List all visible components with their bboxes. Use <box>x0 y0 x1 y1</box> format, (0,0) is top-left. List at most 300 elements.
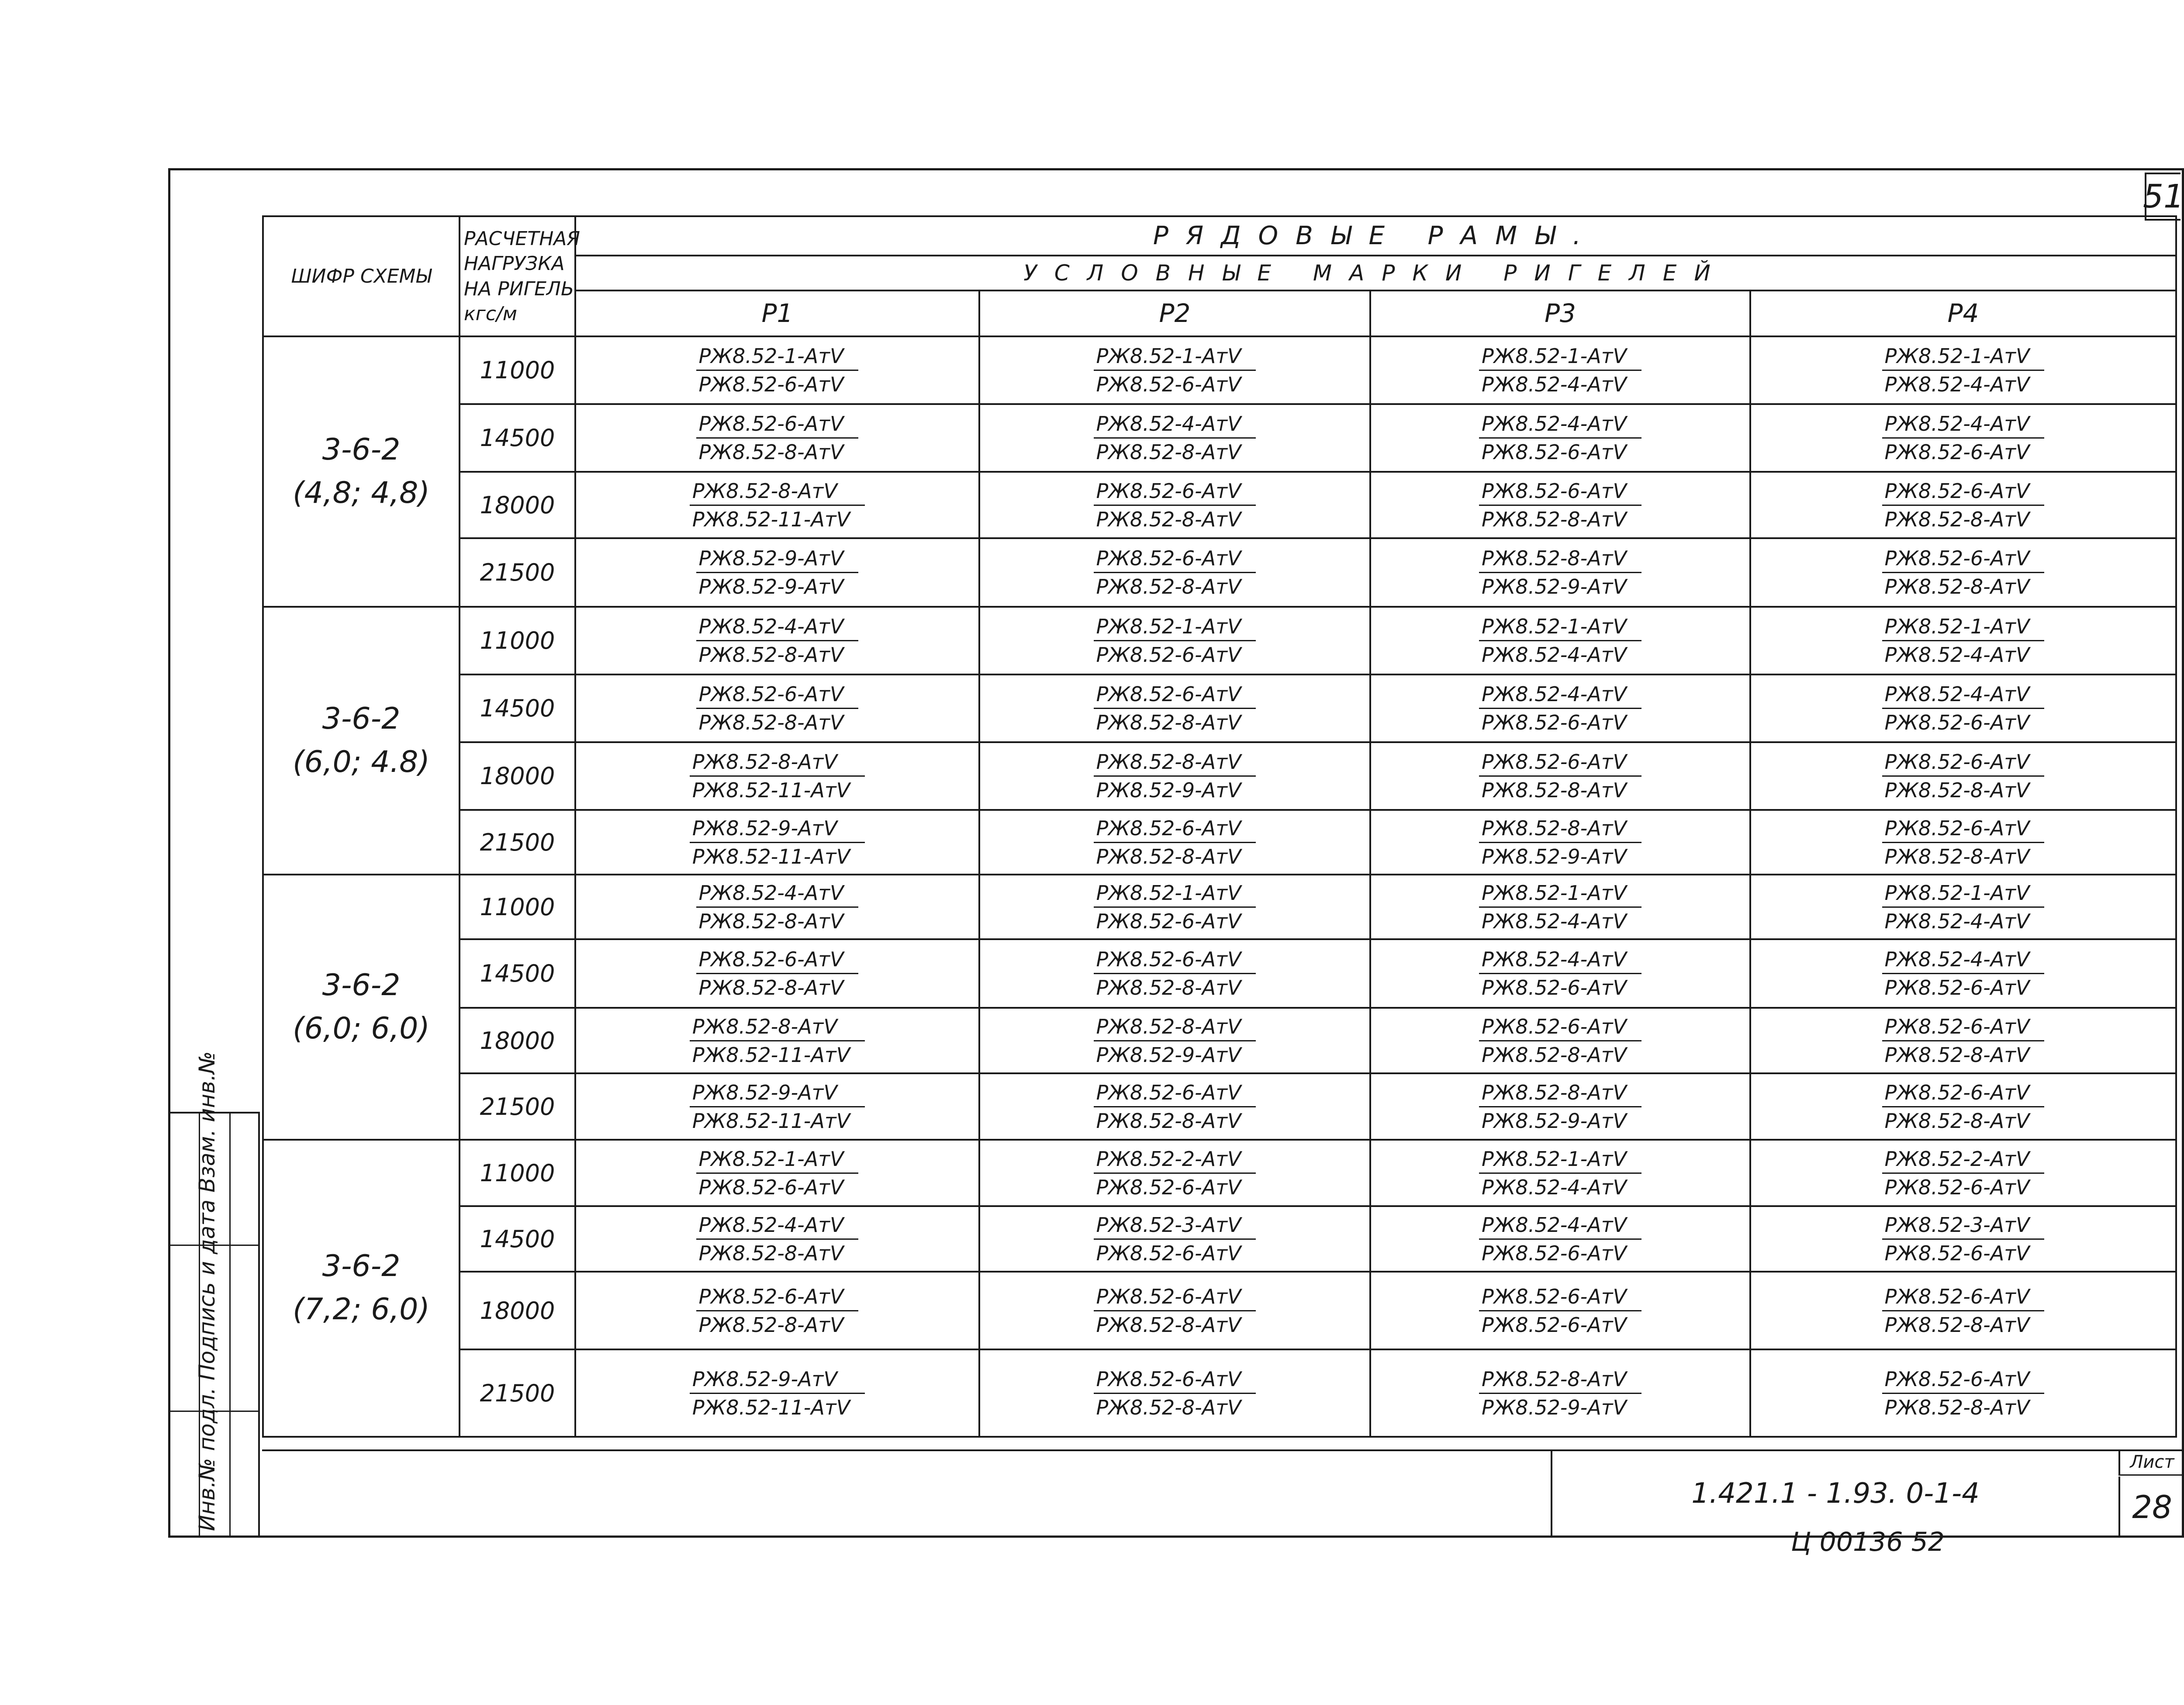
table-row <box>263 1349 2176 1437</box>
table-row <box>263 404 2176 472</box>
beam-mark-bottom: РЖ8.52-8-АтV <box>1096 711 1241 734</box>
beam-mark-fraction <box>1479 344 1641 396</box>
archive-number: Ц 00136 52 <box>1791 1527 1945 1557</box>
beam-mark-fraction <box>1094 1147 1256 1199</box>
beam-mark-top: РЖ8.52-9-АтV <box>690 1367 865 1394</box>
beam-mark-top: РЖ8.52-6-АтV <box>1094 816 1256 843</box>
beam-mark-top: РЖ8.52-4-АтV <box>1479 682 1641 709</box>
load-value: 18000 <box>460 742 575 810</box>
beam-mark-bottom: РЖ8.52-6-АтV <box>1884 440 2030 464</box>
document-code: 1.421.1 - 1.93. 0-1-4 <box>1551 1449 2118 1538</box>
beam-mark-bottom: РЖ8.52-8-АтV <box>1884 1043 2030 1067</box>
beam-mark-top: РЖ8.52-8-АтV <box>1479 1081 1641 1107</box>
beam-mark-cell <box>575 875 979 939</box>
load-value: 21500 <box>460 538 575 607</box>
beam-mark-fraction <box>1094 948 1256 999</box>
beam-mark-cell <box>1750 607 2176 674</box>
beam-mark-bottom: РЖ8.52-8-АтV <box>1482 1043 1627 1067</box>
beam-mark-cell <box>575 810 979 875</box>
beam-mark-bottom: РЖ8.52-11-АтV <box>692 1395 850 1419</box>
beam-mark-cell <box>1750 336 2176 404</box>
beam-mark-cell <box>1370 607 1750 674</box>
beam-mark-bottom: РЖ8.52-8-АтV <box>698 1241 844 1265</box>
beam-mark-cell <box>1750 538 2176 607</box>
beam-mark-bottom: РЖ8.52-8-АтV <box>1096 507 1241 531</box>
beam-mark-bottom: РЖ8.52-6-АтV <box>1096 1175 1241 1199</box>
beam-mark-fraction <box>1882 344 2045 396</box>
column-header-p3: Р3 <box>1370 291 1750 336</box>
column-header-p2: Р2 <box>979 291 1370 336</box>
beam-mark-top: РЖ8.52-9-АтV <box>696 546 859 573</box>
beam-mark-cell <box>1370 742 1750 810</box>
table-subtitle: УСЛОВНЫЕ МАРКИ РИГЕЛЕЙ <box>575 256 2176 291</box>
beam-mark-cell <box>575 1272 979 1349</box>
beam-mark-top: РЖ8.52-6-АтV <box>1479 750 1641 777</box>
beam-mark-top: РЖ8.52-6-АтV <box>1882 750 2045 777</box>
beam-mark-fraction <box>1094 1213 1256 1265</box>
beam-mark-cell <box>575 607 979 674</box>
beam-mark-bottom: РЖ8.52-4-АтV <box>1482 1175 1627 1199</box>
beam-mark-top: РЖ8.52-6-АтV <box>1094 948 1256 974</box>
beam-mark-bottom: РЖ8.52-8-АтV <box>1884 575 2030 598</box>
beam-mark-bottom: РЖ8.52-8-АтV <box>1884 844 2030 868</box>
beam-mark-bottom: РЖ8.52-9-АтV <box>1096 778 1241 802</box>
beam-mark-top: РЖ8.52-6-АтV <box>1094 546 1256 573</box>
beam-mark-cell <box>979 742 1370 810</box>
scheme-params: (6,0; 4.8) <box>293 744 430 779</box>
beam-mark-fraction <box>1882 1367 2045 1419</box>
beam-mark-cell <box>1750 472 2176 538</box>
load-value: 11000 <box>460 607 575 674</box>
beam-mark-top: РЖ8.52-6-АтV <box>1094 1081 1256 1107</box>
beam-mark-fraction <box>1882 1285 2045 1337</box>
beam-mark-fraction <box>1882 1015 2045 1067</box>
beam-mark-bottom: РЖ8.52-8-АтV <box>1096 575 1241 598</box>
table-row <box>263 875 2176 939</box>
beam-mark-cell <box>979 1008 1370 1073</box>
beam-mark-bottom: РЖ8.52-11-АтV <box>692 1109 850 1133</box>
beam-mark-bottom: РЖ8.52-4-АтV <box>1482 909 1627 933</box>
beam-mark-fraction <box>1479 1213 1641 1265</box>
beam-mark-top: РЖ8.52-6-АтV <box>1094 682 1256 709</box>
beam-mark-fraction <box>1094 1081 1256 1133</box>
beam-mark-fraction <box>1094 881 1256 933</box>
beam-mark-bottom: РЖ8.52-6-АтV <box>1096 909 1241 933</box>
beam-mark-bottom: РЖ8.52-8-АтV <box>1482 507 1627 531</box>
beam-mark-cell <box>1750 875 2176 939</box>
beam-mark-top: РЖ8.52-1-АтV <box>1479 1147 1641 1174</box>
beam-mark-bottom: РЖ8.52-6-АтV <box>698 1175 844 1199</box>
beam-mark-top: РЖ8.52-4-АтV <box>1882 948 2045 974</box>
beam-mark-fraction <box>1094 682 1256 734</box>
beam-mark-cell <box>1750 404 2176 472</box>
beam-mark-fraction <box>1882 546 2045 598</box>
beam-mark-bottom: РЖ8.52-9-АтV <box>698 575 844 598</box>
beam-mark-bottom: РЖ8.52-11-АтV <box>692 1043 850 1067</box>
beam-mark-cell <box>1370 939 1750 1008</box>
table-row <box>263 674 2176 742</box>
beam-mark-top: РЖ8.52-8-АтV <box>1094 1015 1256 1041</box>
beam-mark-cell <box>1370 674 1750 742</box>
beam-mark-fraction <box>690 1015 865 1067</box>
beam-mark-bottom: РЖ8.52-9-АтV <box>1482 1395 1627 1419</box>
beam-mark-top: РЖ8.52-6-АтV <box>1882 1081 2045 1107</box>
beam-mark-cell <box>1750 810 2176 875</box>
beam-mark-fraction <box>1882 948 2045 999</box>
scheme-code: 3-6-2 <box>322 1249 401 1284</box>
beam-mark-bottom: РЖ8.52-8-АтV <box>1096 844 1241 868</box>
beam-mark-fraction <box>696 412 859 464</box>
beam-mark-bottom: РЖ8.52-6-АтV <box>1482 976 1627 999</box>
beam-mark-cell <box>979 404 1370 472</box>
table-row <box>263 1073 2176 1140</box>
beam-mark-cell <box>979 472 1370 538</box>
beam-mark-cell <box>979 1140 1370 1206</box>
beam-mark-fraction <box>690 479 865 531</box>
beam-mark-top: РЖ8.52-3-АтV <box>1882 1213 2045 1240</box>
beam-mark-bottom: РЖ8.52-4-АтV <box>1482 643 1627 667</box>
beam-mark-fraction <box>1882 479 2045 531</box>
load-value: 18000 <box>460 1008 575 1073</box>
beam-mark-bottom: РЖ8.52-6-АтV <box>1482 711 1627 734</box>
beam-mark-top: РЖ8.52-6-АтV <box>1479 1015 1641 1041</box>
beam-mark-bottom: РЖ8.52-8-АтV <box>698 909 844 933</box>
beam-mark-bottom: РЖ8.52-9-АтV <box>1482 1109 1627 1133</box>
beam-mark-top: РЖ8.52-1-АтV <box>1882 344 2045 371</box>
beam-mark-top: РЖ8.52-4-АтV <box>1479 412 1641 439</box>
beam-mark-fraction <box>1882 750 2045 802</box>
beam-mark-top: РЖ8.52-6-АтV <box>1479 479 1641 506</box>
beam-mark-fraction <box>696 1147 859 1199</box>
beam-mark-cell <box>1750 1140 2176 1206</box>
beam-mark-top: РЖ8.52-6-АтV <box>696 1285 859 1311</box>
beam-mark-top: РЖ8.52-4-АтV <box>1094 412 1256 439</box>
beam-mark-fraction <box>1479 750 1641 802</box>
beam-mark-top: РЖ8.52-4-АтV <box>696 1213 859 1240</box>
beam-mark-bottom: РЖ8.52-8-АтV <box>1482 778 1627 802</box>
beam-mark-bottom: РЖ8.52-6-АтV <box>1482 1241 1627 1265</box>
beam-mark-bottom: РЖ8.52-8-АтV <box>1884 507 2030 531</box>
beam-mark-bottom: РЖ8.52-4-АтV <box>1884 643 2030 667</box>
beam-mark-bottom: РЖ8.52-6-АтV <box>1884 1175 2030 1199</box>
beam-mark-cell <box>575 1349 979 1437</box>
beam-mark-bottom: РЖ8.52-4-АтV <box>1884 373 2030 396</box>
beam-mark-top: РЖ8.52-1-АтV <box>1479 881 1641 908</box>
load-value: 11000 <box>460 875 575 939</box>
beam-mark-cell <box>1370 875 1750 939</box>
load-value: 14500 <box>460 1206 575 1272</box>
beam-mark-cell <box>1370 404 1750 472</box>
table-row <box>263 1140 2176 1206</box>
beam-mark-top: РЖ8.52-1-АтV <box>1094 344 1256 371</box>
beam-mark-top: РЖ8.52-4-АтV <box>1882 412 2045 439</box>
table-row <box>263 472 2176 538</box>
beam-mark-bottom: РЖ8.52-6-АтV <box>1096 643 1241 667</box>
beam-mark-fraction <box>696 948 859 999</box>
beam-mark-bottom: РЖ8.52-8-АтV <box>698 643 844 667</box>
load-value: 21500 <box>460 1073 575 1140</box>
beam-mark-fraction <box>1882 412 2045 464</box>
beam-mark-bottom: РЖ8.52-11-АтV <box>692 844 850 868</box>
beam-mark-top: РЖ8.52-4-АтV <box>1479 1213 1641 1240</box>
beam-mark-cell <box>1370 1140 1750 1206</box>
table-title: РЯДОВЫЕ РАМЫ. <box>575 216 2176 256</box>
beam-mark-fraction <box>690 816 865 868</box>
beam-mark-cell <box>979 810 1370 875</box>
beam-mark-top: РЖ8.52-4-АтV <box>696 881 859 908</box>
beam-mark-cell <box>979 1272 1370 1349</box>
scheme-params: (6,0; 6,0) <box>293 1011 430 1046</box>
scheme-params: (4,8; 4,8) <box>293 475 430 510</box>
beam-mark-fraction <box>696 546 859 598</box>
load-value: 11000 <box>460 336 575 404</box>
beam-mark-fraction <box>1094 1285 1256 1337</box>
beam-mark-top: РЖ8.52-6-АтV <box>1094 479 1256 506</box>
beam-mark-top: РЖ8.52-1-АтV <box>1479 344 1641 371</box>
page-label: Лист <box>2118 1449 2184 1476</box>
beam-mark-cell <box>1370 1008 1750 1073</box>
beam-mark-bottom: РЖ8.52-11-АтV <box>692 507 850 531</box>
scheme-cell <box>263 875 460 1140</box>
beam-mark-bottom: РЖ8.52-8-АтV <box>698 440 844 464</box>
beam-mark-cell <box>575 1206 979 1272</box>
table-row <box>263 1272 2176 1349</box>
beam-mark-fraction <box>690 1367 865 1419</box>
beam-mark-bottom: РЖ8.52-8-АтV <box>698 711 844 734</box>
beam-mark-fraction <box>1479 682 1641 734</box>
beam-mark-cell <box>1370 1272 1750 1349</box>
beam-mark-fraction <box>1094 750 1256 802</box>
beam-mark-fraction <box>1479 615 1641 667</box>
beam-mark-cell <box>575 1140 979 1206</box>
beam-mark-cell <box>979 1349 1370 1437</box>
beam-mark-cell <box>1370 1206 1750 1272</box>
beam-mark-fraction <box>1882 682 2045 734</box>
beam-mark-top: РЖ8.52-1-АтV <box>696 344 859 371</box>
beam-mark-top: РЖ8.52-4-АтV <box>696 615 859 641</box>
beam-mark-top: РЖ8.52-6-АтV <box>1882 816 2045 843</box>
beam-mark-cell <box>979 875 1370 939</box>
beam-mark-top: РЖ8.52-8-АтV <box>690 1015 865 1041</box>
beam-mark-cell <box>1750 1073 2176 1140</box>
beam-mark-fraction <box>696 1285 859 1337</box>
beam-mark-cell <box>575 1073 979 1140</box>
beam-mark-cell <box>979 1073 1370 1140</box>
table-row <box>263 742 2176 810</box>
beam-mark-fraction <box>1479 546 1641 598</box>
beam-mark-top: РЖ8.52-6-АтV <box>1094 1285 1256 1311</box>
beam-mark-top: РЖ8.52-1-АтV <box>1479 615 1641 641</box>
beam-mark-top: РЖ8.52-1-АтV <box>1882 615 2045 641</box>
beam-mark-top: РЖ8.52-9-АтV <box>690 816 865 843</box>
beam-mark-top: РЖ8.52-6-АтV <box>1882 1015 2045 1041</box>
beam-mark-bottom: РЖ8.52-8-АтV <box>1884 778 2030 802</box>
beam-mark-cell <box>1750 1349 2176 1437</box>
beam-mark-fraction <box>1094 412 1256 464</box>
beam-mark-bottom: РЖ8.52-8-АтV <box>698 976 844 999</box>
column-header-p1: Р1 <box>575 291 979 336</box>
beam-mark-fraction <box>1094 1015 1256 1067</box>
beam-mark-bottom: РЖ8.52-9-АтV <box>1482 844 1627 868</box>
beam-mark-cell <box>979 1206 1370 1272</box>
beam-mark-top: РЖ8.52-8-АтV <box>690 750 865 777</box>
beam-mark-top: РЖ8.52-4-АтV <box>1479 948 1641 974</box>
beam-mark-top: РЖ8.52-6-АтV <box>1479 1285 1641 1311</box>
scheme-cell <box>263 336 460 607</box>
beam-mark-cell <box>1750 1008 2176 1073</box>
beam-mark-cell <box>1370 472 1750 538</box>
beam-mark-fraction <box>1094 546 1256 598</box>
beam-mark-fraction <box>1882 615 2045 667</box>
beam-mark-fraction <box>1479 1147 1641 1199</box>
beam-mark-fraction <box>696 881 859 933</box>
beam-mark-fraction <box>696 1213 859 1265</box>
table-row <box>263 1008 2176 1073</box>
table-row <box>263 607 2176 674</box>
beam-mark-cell <box>1750 939 2176 1008</box>
beam-marks-table <box>262 215 2177 1438</box>
scheme-code-header: ШИФР СХЕМЫ <box>263 216 460 336</box>
beam-mark-fraction <box>1094 615 1256 667</box>
beam-mark-fraction <box>1882 816 2045 868</box>
table-row <box>263 939 2176 1008</box>
beam-mark-bottom: РЖ8.52-6-АтV <box>1884 711 2030 734</box>
beam-mark-fraction <box>1479 412 1641 464</box>
beam-mark-fraction <box>1479 881 1641 933</box>
beam-mark-cell <box>979 336 1370 404</box>
sheet-number: 51 <box>2145 173 2181 221</box>
beam-mark-bottom: РЖ8.52-8-АтV <box>1096 440 1241 464</box>
load-value: 18000 <box>460 1272 575 1349</box>
table-body <box>263 216 2176 1437</box>
beam-mark-bottom: РЖ8.52-6-АтV <box>1884 1241 2030 1265</box>
load-value: 14500 <box>460 674 575 742</box>
beam-mark-top: РЖ8.52-1-АтV <box>1094 615 1256 641</box>
beam-mark-cell <box>575 674 979 742</box>
beam-mark-fraction <box>696 682 859 734</box>
load-value: 21500 <box>460 1349 575 1437</box>
beam-mark-bottom: РЖ8.52-8-АтV <box>1096 976 1241 999</box>
page-number: 28 <box>2118 1477 2184 1538</box>
beam-mark-bottom: РЖ8.52-6-АтV <box>1096 1241 1241 1265</box>
beam-mark-cell <box>1370 336 1750 404</box>
beam-mark-cell <box>575 472 979 538</box>
beam-mark-top: РЖ8.52-8-АтV <box>1479 546 1641 573</box>
beam-mark-top: РЖ8.52-2-АтV <box>1882 1147 2045 1174</box>
stamp-text: Инв.№ подл. Подпись и дата Взам. инв.№ <box>194 1051 220 1531</box>
beam-mark-fraction <box>1479 479 1641 531</box>
table-row <box>263 1206 2176 1272</box>
beam-mark-top: РЖ8.52-4-АтV <box>1882 682 2045 709</box>
beam-mark-cell <box>1750 674 2176 742</box>
beam-mark-top: РЖ8.52-2-АтV <box>1094 1147 1256 1174</box>
beam-mark-top: РЖ8.52-3-АтV <box>1094 1213 1256 1240</box>
beam-mark-fraction <box>1094 344 1256 396</box>
beam-mark-cell <box>1370 1349 1750 1437</box>
beam-mark-cell <box>979 674 1370 742</box>
beam-mark-top: РЖ8.52-9-АтV <box>690 1081 865 1107</box>
beam-mark-top: РЖ8.52-1-АтV <box>1094 881 1256 908</box>
beam-mark-fraction <box>1479 816 1641 868</box>
beam-mark-bottom: РЖ8.52-9-АтV <box>1482 575 1627 598</box>
beam-mark-top: РЖ8.52-6-АтV <box>1882 1367 2045 1394</box>
beam-mark-cell <box>1370 538 1750 607</box>
beam-mark-bottom: РЖ8.52-8-АтV <box>1096 1109 1241 1133</box>
load-value: 18000 <box>460 472 575 538</box>
beam-mark-cell <box>575 742 979 810</box>
beam-mark-cell <box>575 336 979 404</box>
beam-mark-bottom: РЖ8.52-4-АтV <box>1482 373 1627 396</box>
beam-mark-fraction <box>696 344 859 396</box>
beam-mark-top: РЖ8.52-1-АтV <box>696 1147 859 1174</box>
beam-mark-cell <box>1750 1272 2176 1349</box>
beam-mark-fraction <box>1479 948 1641 999</box>
beam-mark-bottom: РЖ8.52-8-АтV <box>1096 1313 1241 1337</box>
beam-mark-cell <box>575 1008 979 1073</box>
beam-mark-bottom: РЖ8.52-8-АтV <box>1884 1109 2030 1133</box>
beam-mark-cell <box>1370 1073 1750 1140</box>
scheme-params: (7,2; 6,0) <box>293 1292 430 1327</box>
beam-mark-bottom: РЖ8.52-6-АтV <box>1482 440 1627 464</box>
beam-mark-fraction <box>1882 1213 2045 1265</box>
beam-mark-top: РЖ8.52-6-АтV <box>1882 1285 2045 1311</box>
stamp-divider <box>229 1114 231 1538</box>
beam-mark-top: РЖ8.52-6-АтV <box>1882 479 2045 506</box>
beam-mark-top: РЖ8.52-1-АтV <box>1882 881 2045 908</box>
beam-mark-fraction <box>1094 479 1256 531</box>
beam-mark-bottom: РЖ8.52-8-АтV <box>1096 1395 1241 1419</box>
beam-mark-fraction <box>690 750 865 802</box>
beam-mark-top: РЖ8.52-8-АтV <box>1479 1367 1641 1394</box>
beam-mark-bottom: РЖ8.52-6-АтV <box>1884 976 2030 999</box>
beam-mark-fraction <box>1094 816 1256 868</box>
beam-mark-fraction <box>1479 1285 1641 1337</box>
beam-mark-cell <box>1750 742 2176 810</box>
beam-mark-bottom: РЖ8.52-6-АтV <box>1482 1313 1627 1337</box>
beam-mark-fraction <box>690 1081 865 1133</box>
beam-mark-bottom: РЖ8.52-9-АтV <box>1096 1043 1241 1067</box>
beam-mark-bottom: РЖ8.52-6-АтV <box>698 373 844 396</box>
beam-mark-cell <box>575 939 979 1008</box>
beam-mark-top: РЖ8.52-6-АтV <box>1882 546 2045 573</box>
beam-mark-top: РЖ8.52-8-АтV <box>1479 816 1641 843</box>
beam-mark-cell <box>1370 810 1750 875</box>
beam-mark-top: РЖ8.52-6-АтV <box>696 412 859 439</box>
beam-mark-top: РЖ8.52-6-АтV <box>696 682 859 709</box>
beam-mark-fraction <box>1479 1081 1641 1133</box>
column-header-p4: Р4 <box>1750 291 2176 336</box>
beam-mark-fraction <box>1094 1367 1256 1419</box>
table-row <box>263 810 2176 875</box>
beam-mark-cell <box>575 538 979 607</box>
beam-mark-fraction <box>1882 1081 2045 1133</box>
beam-mark-fraction <box>1479 1015 1641 1067</box>
beam-mark-bottom: РЖ8.52-6-АтV <box>1096 373 1241 396</box>
beam-mark-bottom: РЖ8.52-8-АтV <box>1884 1313 2030 1337</box>
beam-mark-cell <box>575 404 979 472</box>
scheme-code: 3-6-2 <box>322 968 401 1003</box>
table-row <box>263 538 2176 607</box>
beam-mark-top: РЖ8.52-6-АтV <box>696 948 859 974</box>
beam-mark-top: РЖ8.52-6-АтV <box>1094 1367 1256 1394</box>
beam-mark-bottom: РЖ8.52-4-АтV <box>1884 909 2030 933</box>
header-row-1 <box>263 216 2176 256</box>
beam-mark-cell <box>979 538 1370 607</box>
load-value: 11000 <box>460 1140 575 1206</box>
beam-mark-cell <box>979 939 1370 1008</box>
scheme-cell <box>263 1140 460 1437</box>
beam-mark-cell <box>1750 1206 2176 1272</box>
